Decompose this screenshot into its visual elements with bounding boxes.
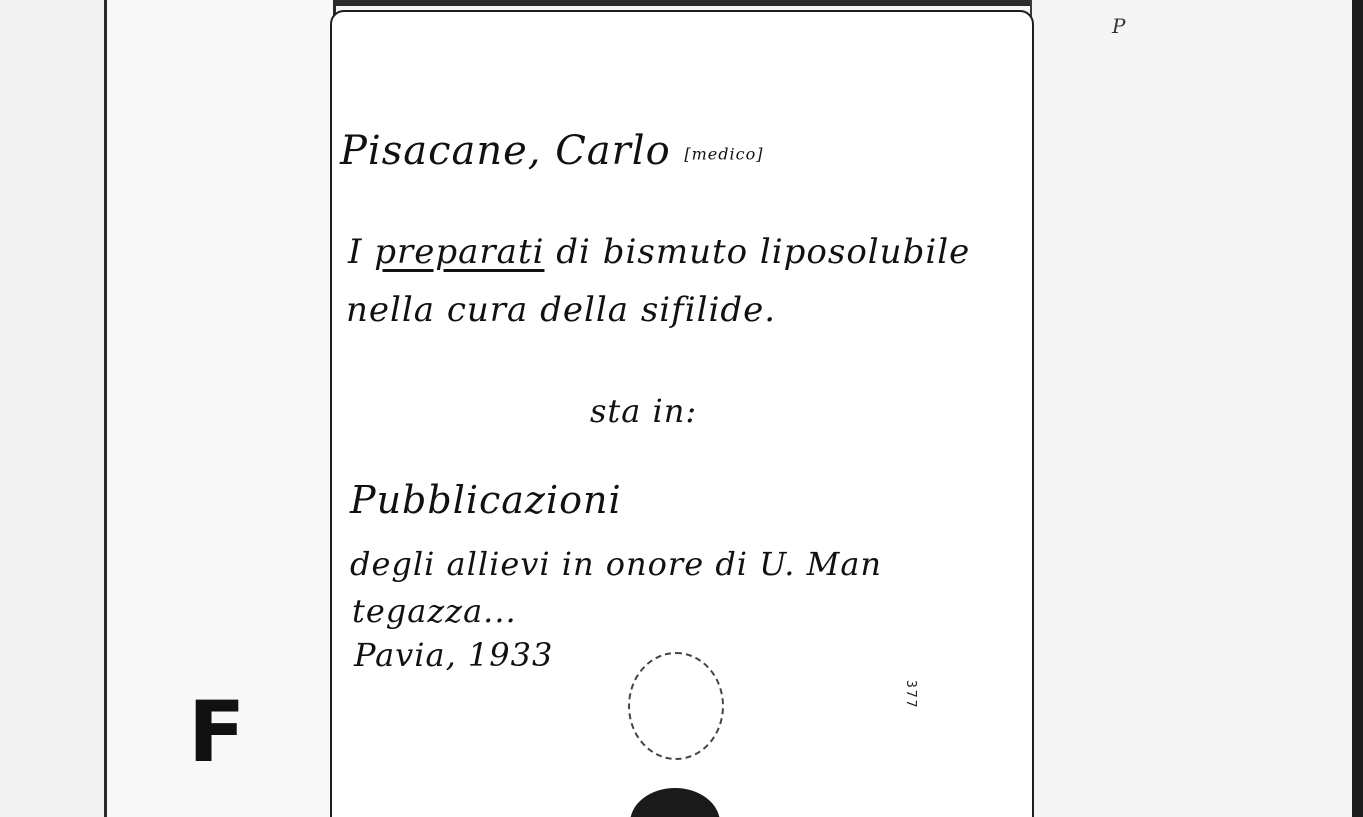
author-heading: [340, 128, 763, 174]
stamp-number: 377: [903, 680, 918, 710]
cited-in-label: sta in:: [590, 392, 698, 430]
author-name: Pisacane, Carlo: [340, 128, 671, 174]
publication-line-3: tegazza...: [352, 592, 517, 630]
publication-line-2: degli allievi in onore di U. Man: [350, 545, 883, 583]
title-line-1: [348, 232, 970, 272]
tab-letter: F: [188, 683, 246, 781]
author-note: [medico]: [684, 144, 764, 164]
corner-mark: P: [1112, 14, 1126, 38]
publication-line-1: Pubblicazioni: [350, 478, 622, 522]
right-margin-area: [1030, 0, 1354, 817]
title-prefix: I: [348, 232, 363, 272]
right-scan-edge: [1352, 0, 1363, 817]
punch-hole-outline: [628, 652, 724, 760]
title-suffix: di bismuto liposolubile: [556, 232, 971, 272]
publication-line-4: Pavia, 1933: [354, 636, 554, 674]
left-margin-strip: [0, 0, 104, 817]
title-line-2: nella cura della sifilide.: [346, 290, 777, 330]
title-underlined-word: preparati: [374, 232, 545, 272]
